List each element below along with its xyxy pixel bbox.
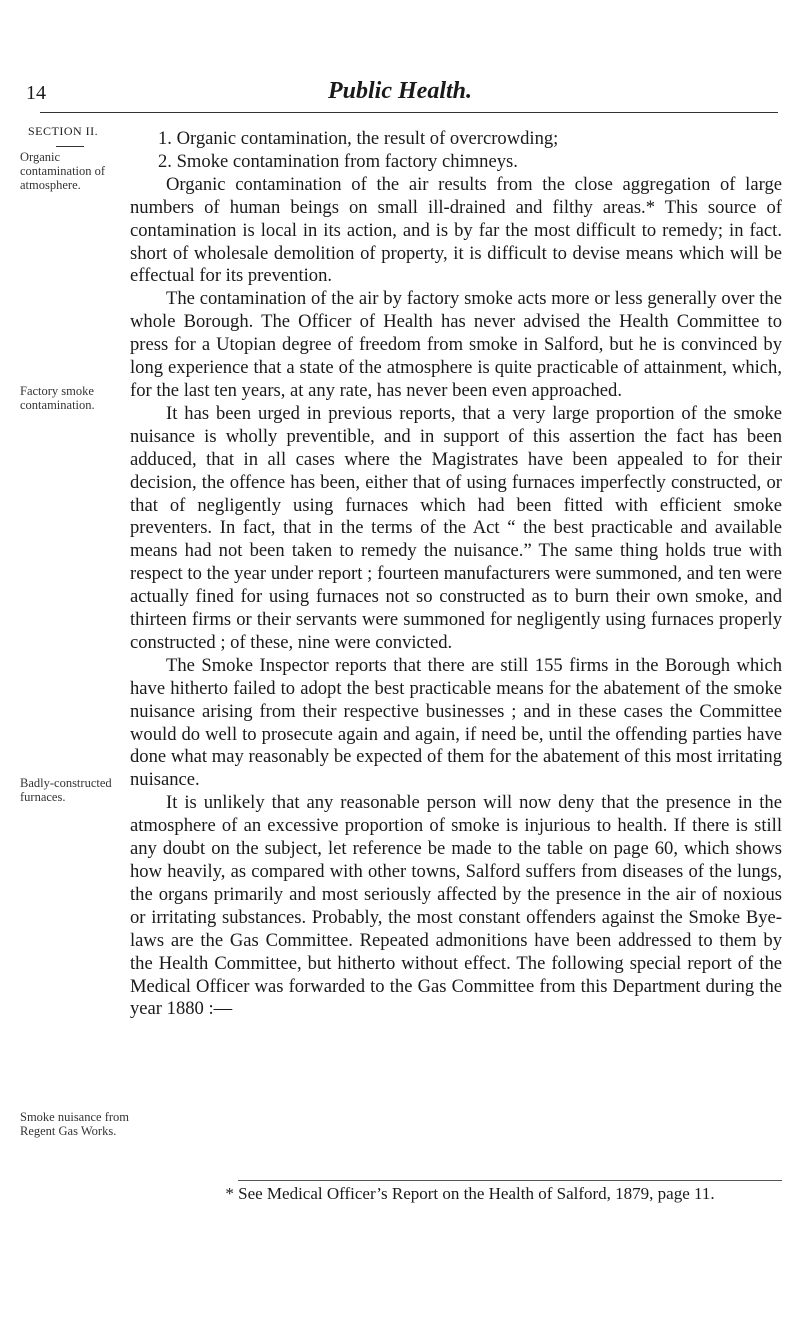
- page-number: 14: [26, 82, 46, 104]
- body-text: [130, 128, 782, 1021]
- paragraph: Organic contamination of the air results from the close aggregation of large numbers of human beings on small ill-drained and filthy areas.* This source of contamination is local in its action, and is by far the most difficult to remedy; in fact. short of wholesale demolition of property, it is difficult to devise means which will be effectual for its prevention.: [130, 173, 782, 287]
- footnote-rule: [238, 1180, 782, 1181]
- paragraph: It is unlikely that any reasonable person will now deny that the presence in the atmosphere of an excessive proportion of smoke is injurious to health. If there is still any doubt on the subject, let reference be made to the table on page 60, which shows how heavily, as compared with other towns, Salford suffers from diseases of the lungs, the organs primarily and most seriously affected by the presence in the air of noxious or irritating substances. Probably, the most constant offenders against the Smoke Bye-laws are the Gas Committee. Repeated admonitions have been addressed to them by the Health Committee, but hitherto without effect. The following special report of the Medical Officer was forwarded to the Gas Committee from this Department during the year 1880 :—: [130, 792, 782, 1020]
- header-rule: [40, 112, 778, 113]
- sidenote-regent-gas-works: Smoke nuisance from Regent Gas Works.: [20, 1110, 130, 1138]
- paragraph: The contamination of the air by factory smoke acts more or less generally over the whole Borough. The Officer of Health has never advised the Health Committee to press for a Utopian degree of freedom from smoke in Salford, but he is convinced by long experience that a state of the atmosphere is quite practicable of attainment, which, for the last ten years, at any rate, has never been even approached.: [130, 288, 782, 401]
- paragraph: The Smoke Inspector reports that there are still 155 firms in the Borough which have hitherto failed to adopt the best practicable means for the abatement of the smoke nuisance arising from their respective businesses ; and in these cases the Committee would do well to prosecute again and again, if need be, until the offending parties have done what may reasonably be expected of them for the abatement of this most irritating nuisance.: [130, 654, 782, 791]
- page-header: [0, 0, 800, 110]
- list-item: 1. Organic contamination, the result of overcrowding;: [158, 128, 559, 149]
- running-title: Public Health.: [328, 78, 472, 104]
- list-item: 2. Smoke contamination from factory chimneys.: [158, 150, 518, 172]
- sidenote-badly-constructed-furnaces: Badly-constructed furnaces.: [20, 776, 112, 804]
- sidenote-factory-smoke: Factory smoke contamination.: [20, 384, 95, 412]
- paragraph: It has been urged in previous reports, that a very large proportion of the smoke nuisance is wholly preventible, and in support of this assertion the fact has been adduced, that in all cases where the Magistrates have been appealed to for their decision, the offence has been, either that of using furnaces imperfectly constructed, or that of negligently using furnaces which had been fitted with efficient smoke preventers. In fact, that in the terms of the Act “ the best practicable and available means had not been taken to remedy the nuisance.” The same thing holds true with respect to the year under report ; fourteen manufacturers were summoned, and ten were actually fined for using furnaces not so constructed as to burn their own smoke, and thirteen firms or their servants were summoned for negligently using furnaces properly constructed ; of these, nine were convicted.: [130, 402, 782, 653]
- footnote: * See Medical Officer’s Report on the Health of Salford, 1879, page 11.: [225, 1184, 715, 1203]
- section-label: SECTION II.: [28, 124, 99, 138]
- section-divider: [56, 146, 84, 147]
- sidenote-organic-contamination: Organic contamination of atmosphere.: [20, 150, 106, 192]
